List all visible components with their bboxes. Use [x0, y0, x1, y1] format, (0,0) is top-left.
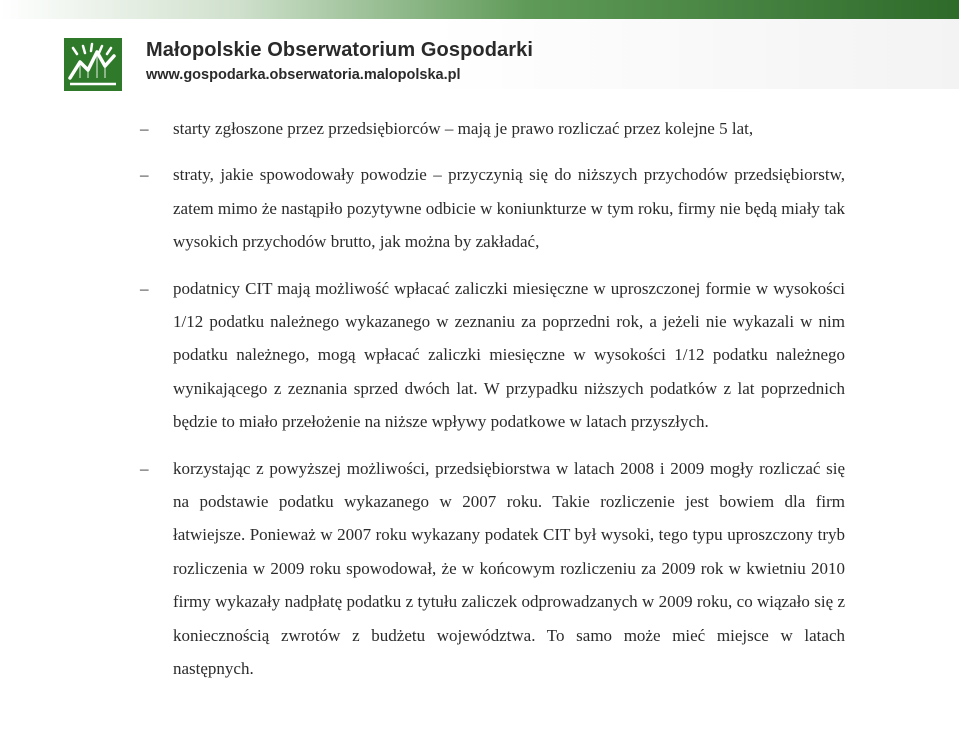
obserwatorium-logo-icon [64, 38, 122, 91]
list-item [140, 272, 845, 439]
list-item-text: korzystając z powyższej możliwości, przedsiębiorstwa w latach 2008 i 2009 mogły rozliczać się na podstawie podatku wykazanego w 2007 roku. Takie rozliczenie jest bowiem dla firm łatwiejsze. Ponieważ w 2007 roku wykazany podatek CIT był wysoki, tego typu uproszczony tryb rozliczenia w 2009 roku spowodował, że w końcowym rozliczeniu za 2009 rok w kwietniu 2010 firmy wykazały nadpłatę podatku z tytułu zaliczek odprowadzanych w 2009 roku, co wiązało się z koniecznością zwrotów z budżetu województwa. To samo może mieć miejsce w latach następnych. [173, 458, 845, 679]
org-url-link[interactable]: www.gospodarka.obserwatoria.malopolska.pl [146, 67, 461, 83]
list-dash: – [140, 278, 149, 298]
org-name: Małopolskie Obserwatorium Gospodarki [146, 39, 534, 61]
document-body [140, 112, 845, 686]
list-item-text: podatnicy CIT mają możliwość wpłacać zaliczki miesięczne w uproszczonej formie w wysokości 1/12 podatku należnego wykazanego w zeznaniu za poprzedni rok, a jeżeli nie wykazali w nim podatku należnego, mogą wpłacać zaliczki miesięczne w wysokości 1/12 podatku należnego wynikającego z zeznania sprzed dwóch lat. W przypadku niższych podatków z lat poprzednich będzie to miało przełożenie na niższe wpływy podatkowe w latach przyszłych. [173, 278, 845, 432]
list-dash: – [140, 165, 149, 185]
list-item [140, 452, 845, 686]
list-item [140, 112, 845, 145]
list-dash: – [140, 119, 149, 138]
list-item [140, 158, 845, 258]
list-dash: – [140, 458, 149, 478]
list-item-text: straty, jakie spowodowały powodzie – przyczynią się do niższych przychodów przedsiębiorstw, zatem mimo że nastąpiło pozytywne odbicie w koniunkturze w tym roku, firmy nie będą miały tak wysokich przychodów brutto, jak można by zakładać, [173, 165, 845, 252]
list-item-text: starty zgłoszone przez przedsiębiorców – mają je prawo rozliczać przez kolejne 5 lat, [173, 119, 754, 138]
header-color-band [0, 0, 959, 19]
